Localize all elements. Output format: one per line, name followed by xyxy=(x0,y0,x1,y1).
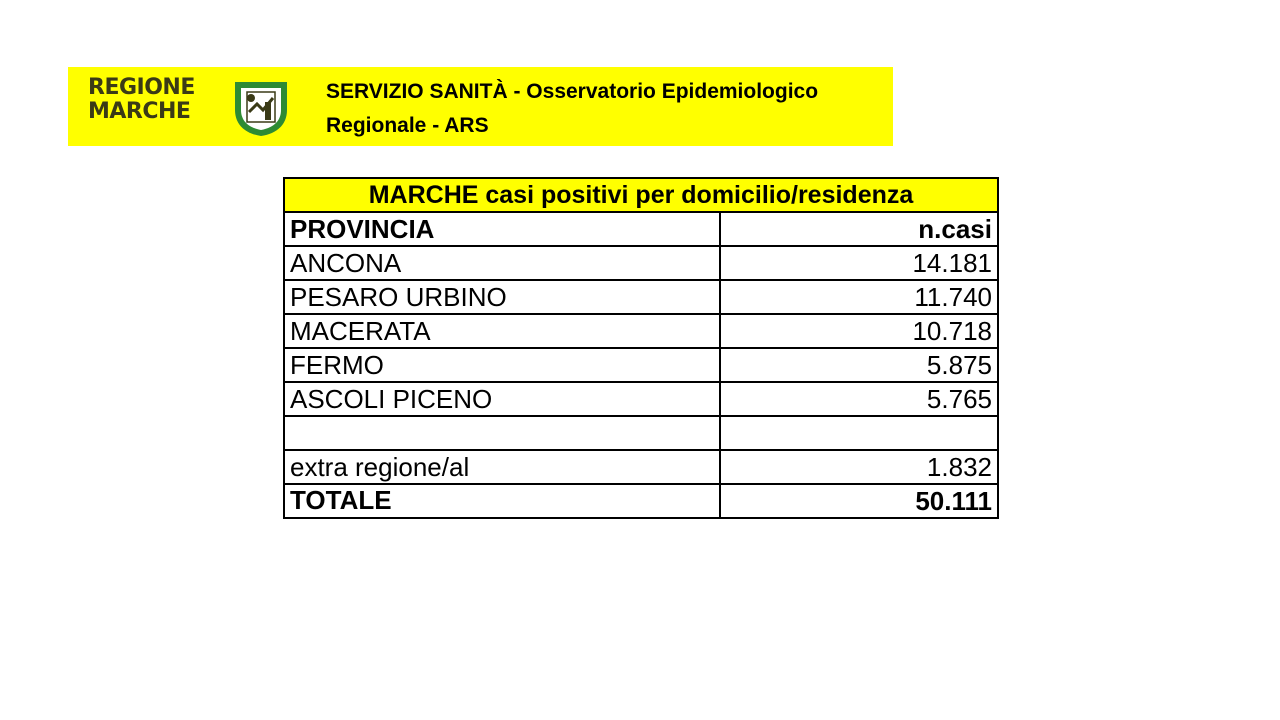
total-value: 50.111 xyxy=(720,484,998,518)
province-cell: PESARO URBINO xyxy=(284,280,720,314)
region-logo-text xyxy=(88,76,195,124)
cases-cell: 11.740 xyxy=(720,280,998,314)
banner-title xyxy=(326,75,818,143)
table-row xyxy=(284,246,998,280)
province-cell: ANCONA xyxy=(284,246,720,280)
table-row xyxy=(284,348,998,382)
table-total-row xyxy=(284,484,998,518)
province-cell xyxy=(284,416,720,450)
table-row xyxy=(284,382,998,416)
cases-cell xyxy=(720,416,998,450)
column-header-ncasi: n.casi xyxy=(720,212,998,246)
cases-table xyxy=(283,177,999,519)
table-header-row xyxy=(284,212,998,246)
cases-cell: 14.181 xyxy=(720,246,998,280)
table-row xyxy=(284,280,998,314)
cases-cell: 5.875 xyxy=(720,348,998,382)
cases-cell: 5.765 xyxy=(720,382,998,416)
column-header-provincia: PROVINCIA xyxy=(284,212,720,246)
logo-line-1: REGIONE xyxy=(88,75,195,100)
province-cell: FERMO xyxy=(284,348,720,382)
cases-cell: 10.718 xyxy=(720,314,998,348)
province-cell: extra regione/al xyxy=(284,450,720,484)
table-row xyxy=(284,314,998,348)
province-cell: MACERATA xyxy=(284,314,720,348)
regione-marche-emblem-icon xyxy=(229,76,293,140)
logo-line-2: MARCHE xyxy=(88,99,191,124)
table-title-row xyxy=(284,178,998,212)
cases-cell: 1.832 xyxy=(720,450,998,484)
banner-title-line-2: Regionale - ARS xyxy=(326,114,489,137)
table-row-empty xyxy=(284,416,998,450)
header-banner xyxy=(68,67,893,146)
banner-title-line-1: SERVIZIO SANITÀ - Osservatorio Epidemiologico xyxy=(326,80,819,103)
total-label: TOTALE xyxy=(284,484,720,518)
table-row xyxy=(284,450,998,484)
table-title: MARCHE casi positivi per domicilio/residenza xyxy=(284,178,998,212)
province-cell: ASCOLI PICENO xyxy=(284,382,720,416)
